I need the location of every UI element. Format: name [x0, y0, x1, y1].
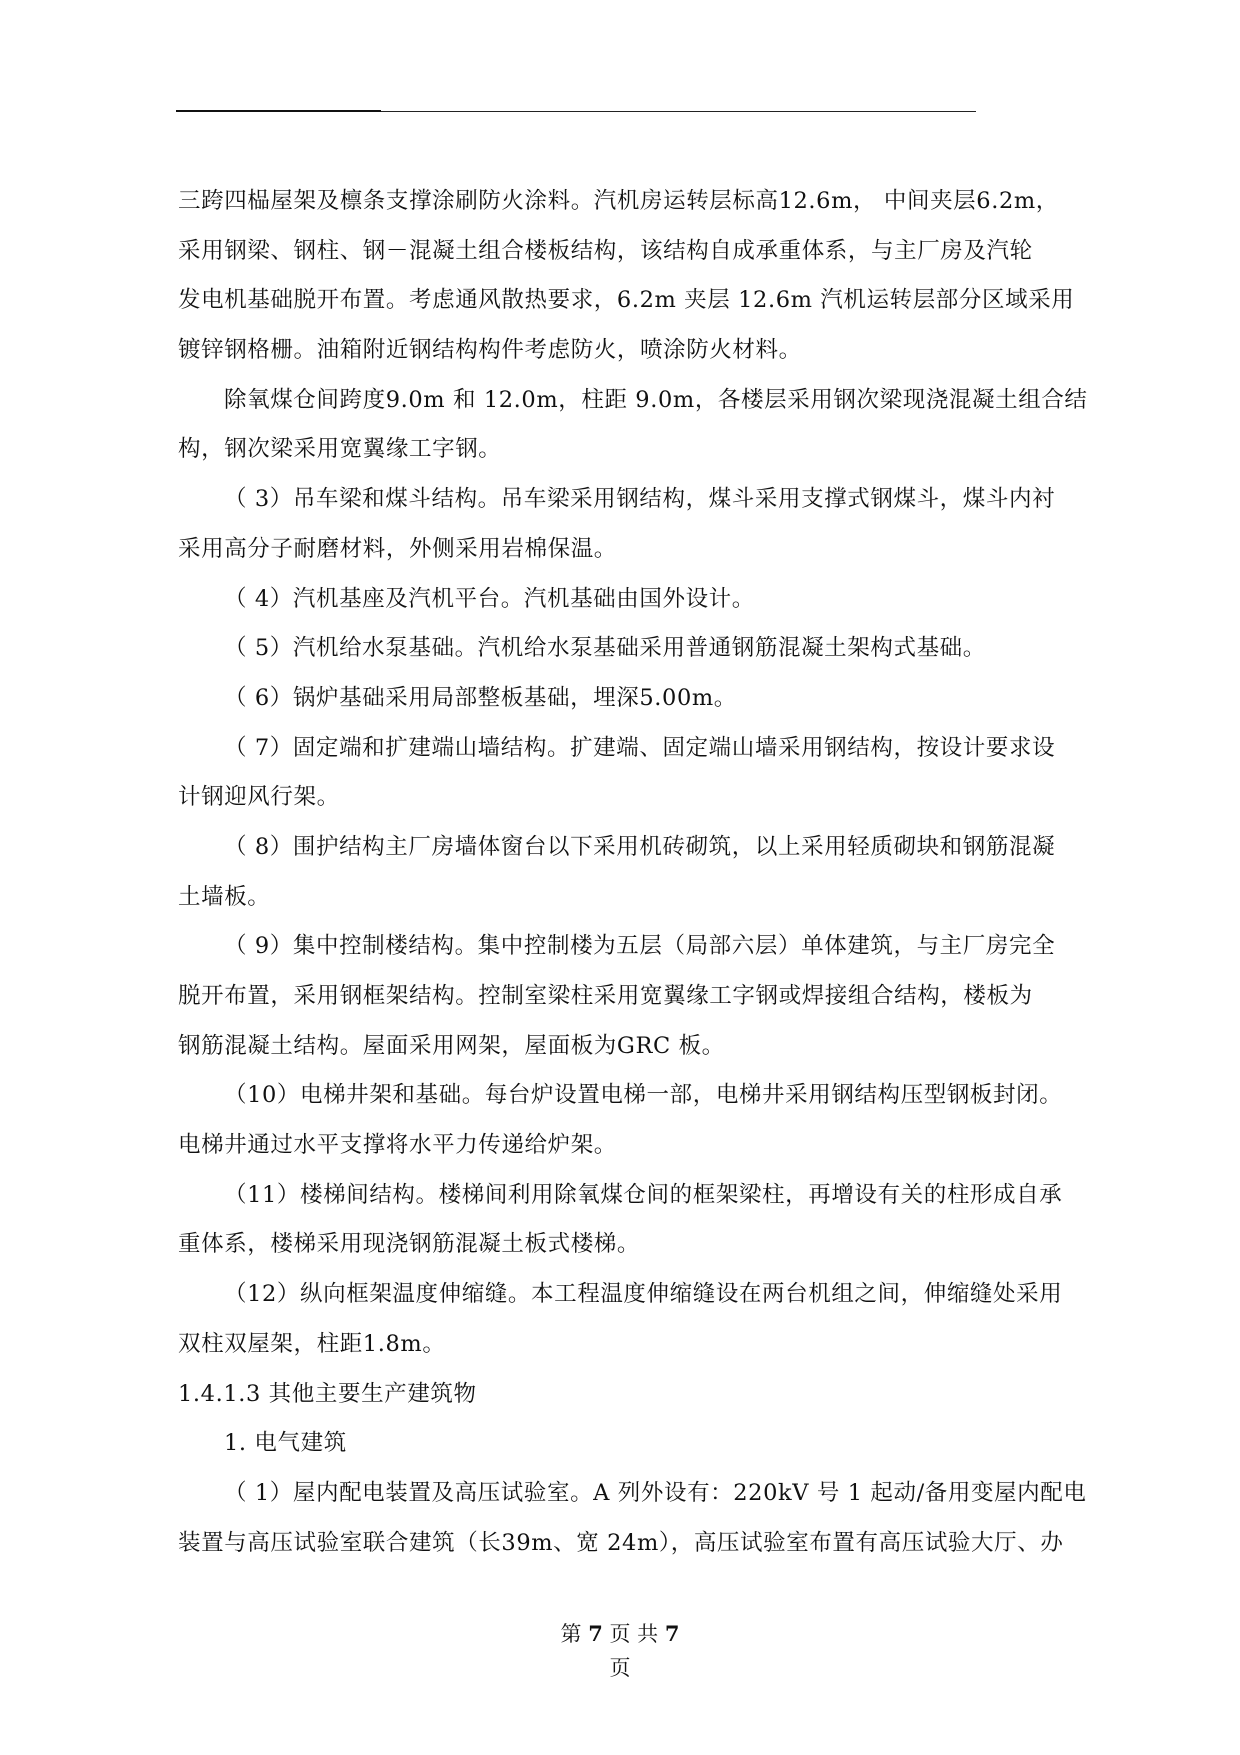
text-line: （ 8）围护结构主厂房墙体窗台以下采用机砖砌筑，以上采用轻质砌块和钢筋混凝	[224, 833, 1056, 860]
text-line: （ 5）汽机给水泵基础。汽机给水泵基础采用普通钢筋混凝土架构式基础。	[224, 635, 986, 662]
footer-middle: 页 共	[609, 1622, 659, 1646]
page-number-line	[0, 1617, 1240, 1651]
footer-suffix: 页	[609, 1656, 631, 1680]
text-line: （ 9）集中控制楼结构。集中控制楼为五层（局部六层）单体建筑，与主厂房完全	[224, 933, 1056, 960]
text-line: 装置与高压试验室联合建筑（长39m、宽 24m），高压试验室布置有高压试验大厅、办	[178, 1529, 1064, 1556]
text-line: 脱开布置，采用钢框架结构。控制室梁柱采用宽翼缘工字钢或焊接组合结构，楼板为	[178, 983, 1033, 1009]
text-line: （ 6）锅炉基础采用局部整板基础，埋深5.00m。	[224, 684, 737, 711]
text-line: 土墙板。	[178, 883, 271, 910]
text-line: 计钢迎风行架。	[178, 784, 340, 811]
text-line: 1. 电气建筑	[224, 1430, 347, 1457]
footer-prefix: 第	[560, 1622, 582, 1646]
text-line: 构，钢次梁采用宽翼缘工字钢。	[178, 436, 502, 463]
text-line: 发电机基础脱开布置。考虑通风散热要求，6.2m 夹层 12.6m 汽机运转层部分区域采用	[178, 287, 1075, 314]
text-line: （12）纵向框架温度伸缩缝。本工程温度伸缩缝设在两台机组之间，伸缩缝处采用	[224, 1281, 1063, 1308]
current-page-number: 7	[588, 1621, 603, 1646]
header-rule-accent	[176, 110, 381, 112]
text-line: 除氧煤仓间跨度9.0m 和 12.0m，柱距 9.0m，各楼层采用钢次梁现浇混凝土组合结	[224, 386, 1088, 413]
text-line: （ 4）汽机基座及汽机平台。汽机基础由国外设计。	[224, 585, 755, 612]
text-line: 电梯井通过水平支撑将水平力传递给炉架。	[178, 1132, 617, 1159]
total-page-count: 7	[664, 1621, 680, 1646]
page-footer	[0, 1617, 1240, 1685]
text-line: 采用钢梁、钢柱、钢－混凝土组合楼板结构，该结构自成承重体系，与主厂房及汽轮	[178, 237, 1033, 264]
document-body	[178, 177, 1103, 1568]
text-line: 重体系，楼梯采用现浇钢筋混凝土板式楼梯。	[178, 1231, 641, 1258]
text-line: （10）电梯井架和基础。每台炉设置电梯一部，电梯井采用钢结构压型钢板封闭。	[224, 1082, 1063, 1109]
text-line: 三跨四榀屋架及檩条支撑涂刷防火涂料。汽机房运转层标高12.6m， 中间夹层6.2m，	[178, 188, 1059, 214]
text-line: （ 1）屋内配电装置及高压试验室。A 列外设有：220kV 号 1 起动/备用变屋内配电	[224, 1479, 1087, 1506]
text-line: 钢筋混凝土结构。屋面采用网架，屋面板为GRC 板。	[178, 1032, 725, 1059]
text-line: （ 3）吊车梁和煤斗结构。吊车梁采用钢结构，煤斗采用支撑式钢煤斗，煤斗内衬	[224, 486, 1056, 513]
text-line: （11）楼梯间结构。楼梯间利用除氧煤仓间的框架梁柱，再增设有关的柱形成自承	[224, 1181, 1063, 1208]
text-line: 双柱双屋架，柱距1.8m。	[178, 1330, 446, 1357]
text-line: 1.4.1.3 其他主要生产建筑物	[178, 1380, 477, 1407]
text-line: 采用高分子耐磨材料，外侧采用岩棉保温。	[178, 535, 617, 562]
text-line: 镀锌钢格栅。油箱附近钢结构构件考虑防火，喷涂防火材料。	[178, 337, 802, 364]
text-line: （ 7）固定端和扩建端山墙结构。扩建端、固定端山墙采用钢结构，按设计要求设	[224, 734, 1056, 761]
